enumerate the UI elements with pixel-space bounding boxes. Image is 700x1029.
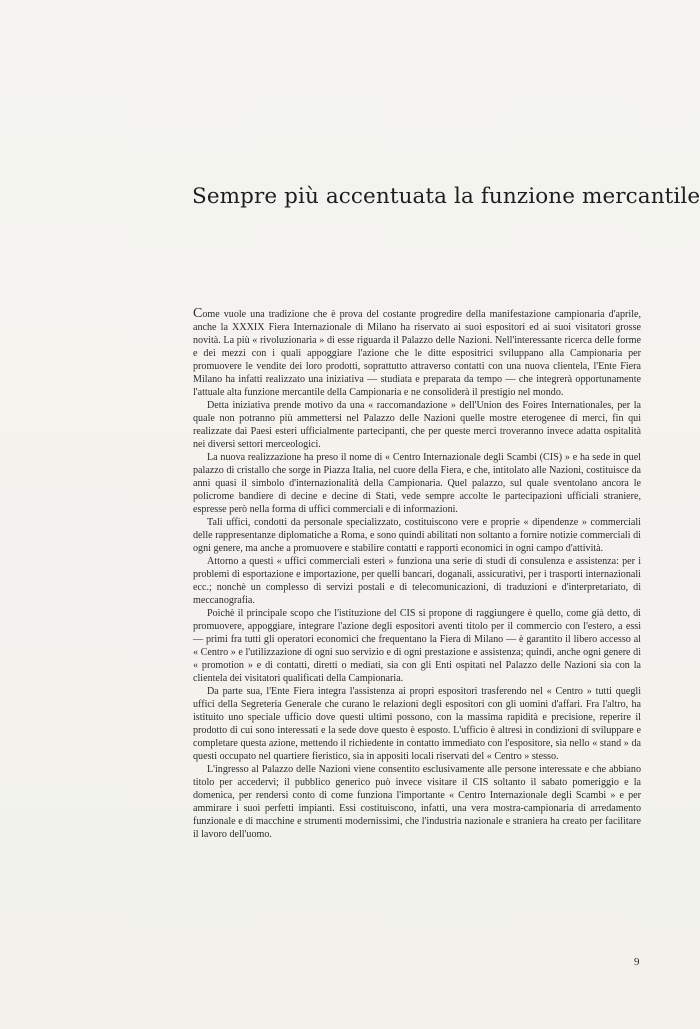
article-paragraph-1 xyxy=(193,308,641,399)
article-paragraph-3: La nuova realizzazione ha preso il nome di « Centro Internazionale degli Scambi (CIS) » e ha sede in quel palazzo di cristallo che sorge in Piazza Italia, nel cuore della Fiera, e che, intitolato alle Nazioni, costituisce da anni quasi il simbolo d'internazionalità della Campionaria. Quel palazzo, sul quale sventolano ancora le policrome bandiere di decine e decine di Stati, vede sempre accolte le partecipazioni ufficiali straniere, espresse però nella forma di uffici commerciali e di informazioni. xyxy=(193,452,641,515)
article-paragraph-4: Tali uffici, condotti da personale specializzato, costituiscono vere e proprie « dipendenze » commerciali delle rappresentanze diplomatiche a Roma, e sono quindi abilitati non soltanto a fornire notizie commerciali di ogni genere, ma anche a promuovere e stabilire contatti e rapporti economici in ogni campo d'attività. xyxy=(193,517,641,554)
article-paragraph-7: Da parte sua, l'Ente Fiera integra l'assistenza ai propri espositori trasferendo nel « Centro » tutti quegli uffici della Segreteria Generale che curano le relazioni degli espositori con gli uomini d'affari. Fra l'altro, ha istituito uno speciale ufficio dove questi ultimi possono, con la massima rapidità e precisione, reperire il prodotto di cui sono interessati e la sede dove questo è esposto. L'ufficio è altresì in condizioni di sviluppare e completare questa azione, mettendo il richiedente in contatto immediato con l'espositore, sia nello « stand » da questi occupato nel quartiere fieristico, sia in appositi locali riservati del « Centro » stesso. xyxy=(193,686,641,762)
article-paragraph-6: Poichè il principale scopo che l'istituzione del CIS si propone di raggiungere è quello, come già detto, di promuovere, appoggiare, integrare l'azione degli espositori aventi titolo per il commercio con l'estero, a essi — primi fra tutti gli operatori economici che frequentano la Fiera di Milano — è garantito il libero accesso al « Centro » e l'utilizzazione di ogni suo servizio e di ogni prestazione e assistenza; quindi, anche ogni genere di « promotion » e di contatti, diretti o mediati, sia con gli Enti ospitati nel Palazzo delle Nazioni sia con la clientela dei visitatori qualificati della Campionaria. xyxy=(193,608,641,684)
article-paragraph-8: L'ingresso al Palazzo delle Nazioni viene consentito esclusivamente alle persone interessate e che abbiano titolo per accedervi; il pubblico generico può invece visitare il CIS soltanto il sabato pomeriggio e la domenica, per rendersi conto di come funziona l'importante « Centro Internazionale degli Scambi » e per ammirare i suoi perfetti impianti. Essi costituiscono, infatti, una vera mostra-campionaria di arredamento funzionale e di macchine e strumenti modernissimi, che l'industria nazionale e straniera ha creato per facilitare il lavoro dell'uomo. xyxy=(193,764,641,840)
page-title: Sempre più accentuata la funzione mercantile xyxy=(192,184,700,209)
page-number: 9 xyxy=(634,956,640,968)
article-paragraph-2: Detta iniziativa prende motivo da una « raccomandazione » dell'Union des Foires Internationales, per la quale non potranno più ammettersi nel Palazzo delle Nazioni quelle mostre eterogenee di merci, fin qui realizzate dai Paesi esteri ufficialmente partecipanti, che per queste merci troveranno invece adatta ospitalità nei diversi settori merceologici. xyxy=(193,400,641,450)
drop-cap: C xyxy=(193,306,203,321)
paragraph-text: ome vuole una tradizione che è prova del costante progredire della manifestazione campionaria d'aprile, anche la XXXIX Fiera Internazionale di Milano ha riservato ai suoi espositori ed ai suoi visitatori grosse novità. La più « rivoluzionaria » di esse riguarda il Palazzo delle Nazioni. Nell'interessante ricerca delle forme e dei mezzi con i quali appoggiare l'azione che le ditte espositrici sviluppano alla Campionaria per promuovere le vendite dei loro prodotti, soprattutto attraverso contatti con una nuova clientela, l'Ente Fiera Milano ha infatti realizzato una iniziativa — studiata e preparata da tempo — che integrerà opportunamente l'attuale alta funzione mercantile della Campionaria e ne consoliderà il prestigio nel mondo. xyxy=(193,309,641,398)
article-paragraph-5: Attorno a questi « uffici commerciali esteri » funziona una serie di studi di consulenza e assistenza: per i problemi di esportazione e importazione, per quelli bancari, doganali, assicurativi, per i trasporti internazionali ecc.; nonchè un complesso di servizi postali e di telecomunicazioni, di traduzioni e d'interpretariato, di meccanografia. xyxy=(193,556,641,606)
article-body xyxy=(193,308,641,841)
